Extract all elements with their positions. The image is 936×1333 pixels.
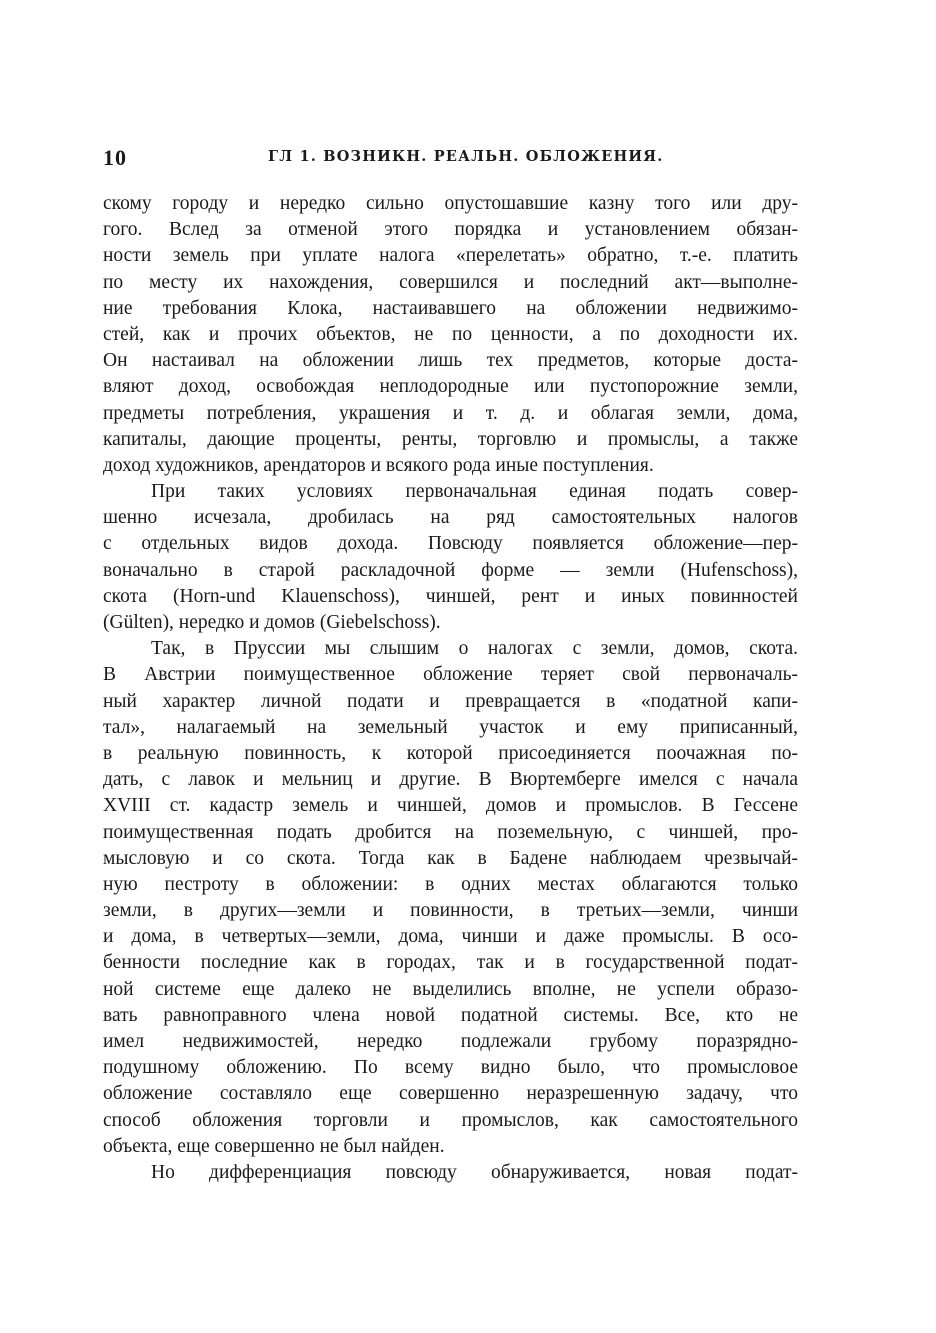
- text-line: скому городу и нередко сильно опустошавшие казну того или дру-: [103, 193, 798, 214]
- text-line: (Gülten), нередко и домов (Giebelschoss).: [103, 612, 441, 633]
- text-line: мысловую и со скота. Тогда как в Бадене наблюдаем чрезвычай-: [103, 847, 798, 869]
- text-line: способ обложения торговли и промыслов, как самостоятельного: [103, 1109, 798, 1131]
- text-line: Но дифференциация повсюду обнаруживается, новая подат-: [151, 1161, 798, 1183]
- text-line: и дома, в четвертых—земли, дома, чинши и даже промыслы. В осо-: [103, 926, 798, 948]
- running-head: ГЛ 1. ВОЗНИКН. РЕАЛЬН. ОБЛОЖЕНИЯ.: [268, 148, 664, 165]
- text-line: вать равноправного члена новой податной системы. Все, кто не: [103, 1004, 798, 1026]
- text-line: вляют доход, освобождая неплодородные или пустопорожние земли,: [103, 376, 798, 398]
- text-line: объекта, еще совершенно не был найден.: [103, 1135, 445, 1157]
- text-line: тал», налагаемый на земельный участок и ему приписанный,: [103, 716, 798, 738]
- text-line: ние требования Клока, настаивавшего на обложении недвижимо-: [103, 297, 798, 319]
- text-line: в реальную повинность, к которой присоединяется поочажная по-: [103, 742, 798, 764]
- text-line: дать, с лавок и мельниц и другие. В Вюртемберге имелся с начала: [103, 769, 798, 791]
- text-line: XVIII ст. кадастр земель и чиншей, домов и промыслов. В Гессене: [103, 795, 798, 817]
- text-line: обложение составляло еще совершенно неразрешенную задачу, что: [103, 1083, 798, 1105]
- text-line: поимущественная подать дробится на поземельную, с чиншей, про-: [103, 821, 798, 843]
- text-line: В Австрии поимущественное обложение теряет свой первоначаль-: [103, 664, 798, 686]
- page-header: [103, 145, 803, 175]
- paragraph: [103, 636, 798, 1160]
- page-number: 10: [103, 145, 127, 170]
- text-line: Так, в Пруссии мы слышим о налогах с земли, домов, скота.: [151, 638, 798, 660]
- text-line: предметы потребления, украшения и т. д. и облагая земли, дома,: [103, 402, 798, 424]
- text-line: Он настаивал на обложении лишь тех предметов, которые доста-: [103, 350, 798, 372]
- text-line: воначально в старой раскладочной форме — земли (Hufenschoss),: [103, 559, 798, 581]
- text-line: земли, в других—земли и повинности, в третьих—земли, чинши: [103, 900, 798, 922]
- text-line: ный характер личной подати и превращается в «податной капи-: [103, 690, 798, 712]
- paragraph: [103, 1160, 798, 1186]
- text-line: подушному обложению. По всему видно было, что промысловое: [103, 1057, 798, 1079]
- text-line: с отдельных видов дохода. Повсюду появляется обложение—пер-: [103, 533, 798, 555]
- text-line: бенности последние как в городах, так и в государственной подат-: [103, 952, 798, 974]
- text-line: по месту их нахождения, совершился и последний акт—выполне-: [103, 271, 798, 293]
- paragraph: [103, 191, 798, 479]
- text-line: гого. Вслед за отменой этого порядка и установлением обязан-: [103, 219, 798, 241]
- paragraph: [103, 479, 798, 636]
- text-line: ной системе еще далеко не выделились вполне, не успели образо-: [103, 978, 798, 1000]
- body-text: [103, 191, 798, 1186]
- text-line: капиталы, дающие проценты, ренты, торговлю и промыслы, а также: [103, 428, 798, 450]
- text-line: стей, как и прочих объектов, не по ценности, а по доходности их.: [103, 323, 798, 345]
- text-line: шенно исчезала, дробилась на ряд самостоятельных налогов: [103, 507, 798, 529]
- text-line: ную пестроту в обложении: в одних местах облагаются только: [103, 873, 798, 895]
- text-line: имел недвижимостей, нередко подлежали грубому поразрядно-: [103, 1031, 798, 1052]
- text-line: доход художников, арендаторов и всякого рода иные поступления.: [103, 454, 654, 476]
- text-line: При таких условиях первоначальная единая подать совер-: [151, 481, 798, 503]
- text-line: скота (Horn-und Klauenschoss), чиншей, рент и иных повинностей: [103, 585, 798, 607]
- text-line: ности земель при уплате налога «перелетать» обратно, т.-е. платить: [103, 245, 798, 267]
